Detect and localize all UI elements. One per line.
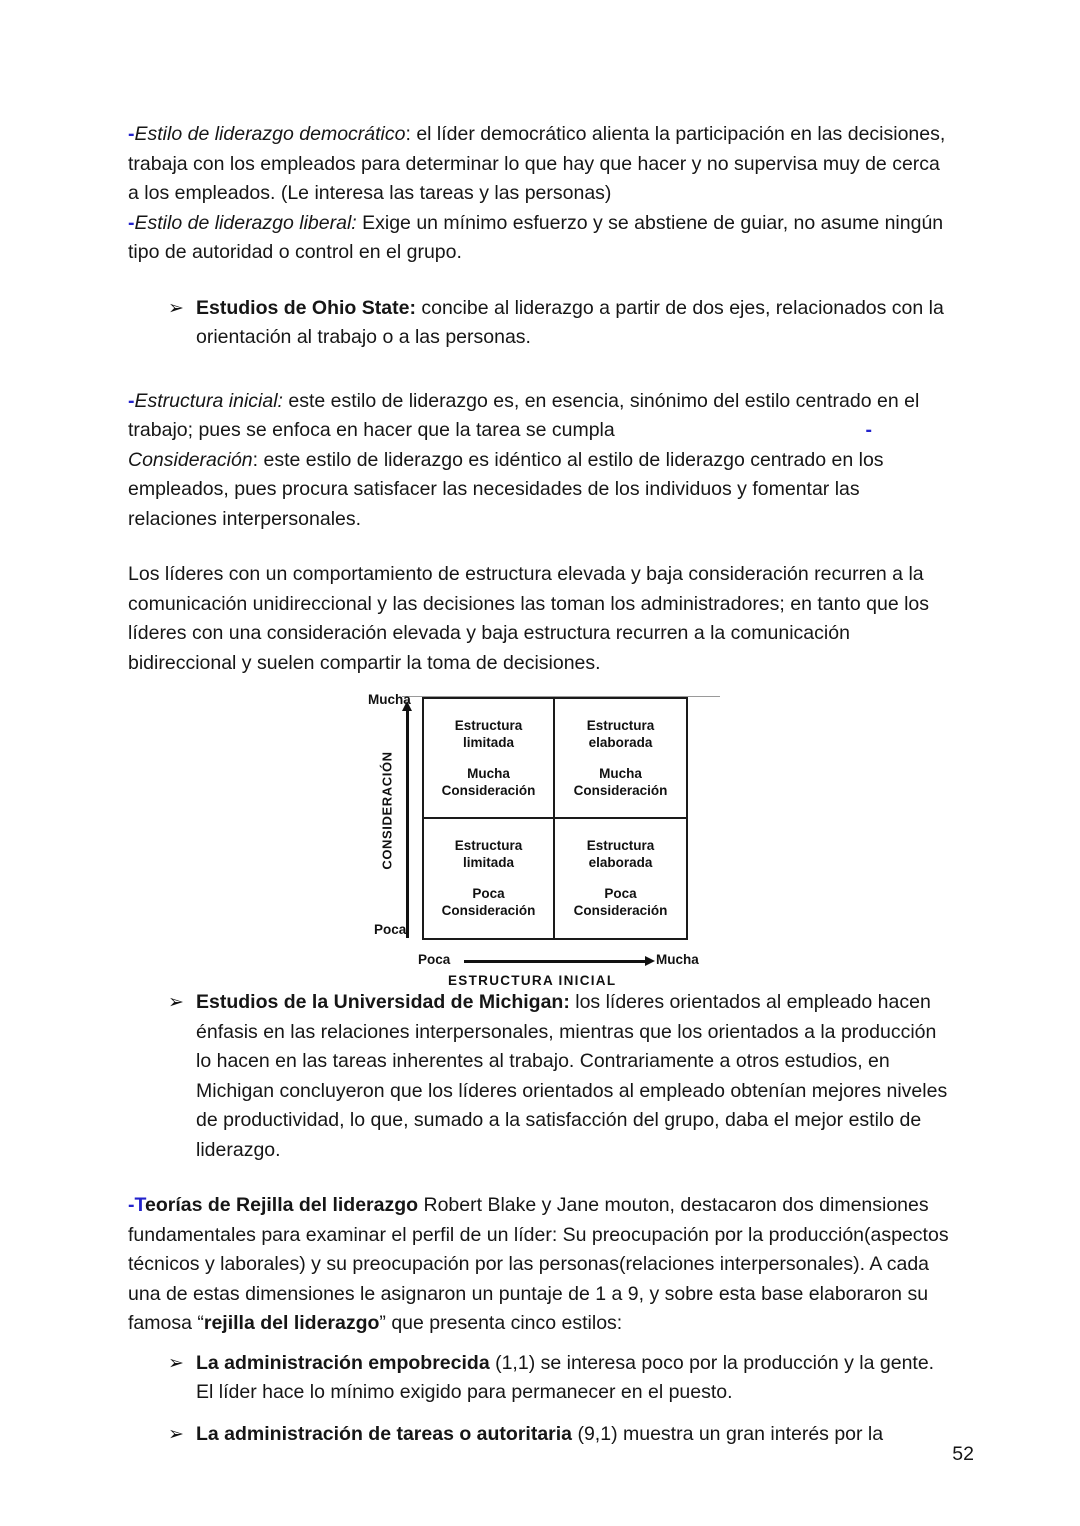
rejilla-dash-t: -T (128, 1194, 145, 1216)
quadrant-top-left (424, 699, 555, 819)
stray-dash-mark: - (865, 419, 872, 441)
paragraph-teorias-rejilla (128, 1191, 950, 1339)
matrix-diagram (360, 688, 720, 988)
estilo-democratico-italic-lead: Estilo de liderazgo democrático (134, 123, 406, 145)
quadrant-tl-line3: Mucha (467, 765, 510, 781)
ohio-state-text: concibe al liderazgo a partir de dos ejes, relacionados con la orientación al trabajo o a las personas. (196, 296, 944, 348)
quadrant-tr-line3: Mucha (599, 765, 642, 781)
y-axis-arrow-icon (406, 710, 409, 938)
quadrant-tl-line1: Estructura (454, 717, 523, 733)
paragraph-lideres-comportamiento: Los líderes con un comportamiento de estructura elevada y baja consideración recurren a la comunicación unidireccional y las decisiones las toman los administradores; en tanto que los líderes con una consideración elevada y baja estructura recurren a la comunicación bidireccional y suelen compartir la toma de decisiones. (128, 563, 930, 674)
quadrant-br-line2: elaborada (588, 855, 653, 871)
bullet-list-michigan (128, 988, 950, 1165)
rejilla-bold-lead: eorías de Rejilla del liderazgo (144, 1194, 419, 1216)
list-item-administracion-empobrecida (128, 1349, 950, 1408)
quadrant-bl-line2: limitada (462, 855, 514, 871)
quadrant-bl-line4: Consideración (441, 903, 536, 919)
quadrant-tr-line1: Estructura (586, 717, 655, 733)
quadrant-tl-line4: Consideración (441, 782, 536, 798)
paragraph-estructura-consideracion (128, 387, 950, 535)
leading-dash-estructura: - (128, 389, 135, 412)
michigan-text: los líderes orientados al empleado hacen énfasis en las relaciones interpersonales, mientras que los orientados a la producción lo hacen en las tareas inherentes al trabajo. Contrariamente a otros estudios, en Michigan concluyeron que los líderes orientados al empleado obtenían mejores niveles de productividad, lo que, sumado a la satisfacción del grupo, daba el mejor estilo de liderazgo. (196, 991, 948, 1161)
page-number: 52 (952, 1443, 974, 1465)
matrix-grid (422, 697, 688, 940)
arrow-bullet-icon: ➢ (168, 1423, 184, 1445)
quadrant-tr-line2: elaborada (588, 734, 653, 750)
arrow-bullet-icon: ➢ (168, 992, 184, 1013)
estructura-inicial-italic-lead: Estructura inicial: (134, 389, 283, 412)
quadrant-top-right (555, 699, 686, 819)
rejilla-text: Robert Blake y Jane mouton, destacaron dos dimensiones fundamentales para examinar el perfil de un líder: Su preocupación por la producción(aspectos técnicos y laborales) y su preocupación por las personas(relaciones interpersonales). A cada una de estas dimensiones le asignaron un puntaje de 1 a 9, y sobre esta base elaboraron su famosa “ (128, 1194, 949, 1334)
x-axis-low-label: Poca (418, 952, 451, 967)
leading-dash: - (128, 123, 135, 145)
rejilla-bold-quote: rejilla del liderazgo (203, 1312, 380, 1334)
bullet-list-estilos (128, 1349, 950, 1450)
arrow-bullet-icon: ➢ (168, 1352, 184, 1374)
empobrecida-bold-lead: La administración empobrecida (196, 1351, 490, 1374)
x-axis-arrow-icon (464, 960, 646, 963)
x-axis-title: ESTRUCTURA INICIAL (448, 973, 617, 988)
y-axis-title: CONSIDERACIÓN (379, 751, 395, 870)
consideracion-italic-lead: Consideración (128, 448, 253, 471)
arrow-bullet-icon: ➢ (168, 297, 184, 319)
list-item-administracion-autoritaria (128, 1420, 950, 1450)
y-axis-low-label: Poca (374, 922, 407, 937)
estilo-democratico-text: : el líder democrático alienta la participación en las decisiones, trabaja con los empleados para determinar lo que hay que hacer y no supervisa muy de cerca a los empleados. (Le interesa las tareas y las personas) (128, 123, 946, 204)
quadrant-br-line1: Estructura (586, 838, 655, 854)
rejilla-tail: ” que presenta cinco estilos: (379, 1312, 623, 1334)
autoritaria-text: (9,1) muestra un gran interés por la (572, 1422, 884, 1445)
list-item-michigan (128, 988, 950, 1165)
bullet-list-ohio (128, 294, 950, 353)
quadrant-bl-line3: Poca (472, 886, 505, 902)
ohio-state-bold-lead: Estudios de Ohio State: (196, 296, 416, 319)
figure-ohio-state-matrix (128, 688, 950, 988)
list-item-ohio-state (128, 294, 950, 353)
quadrant-br-line3: Poca (604, 886, 637, 902)
quadrant-bottom-left (424, 819, 555, 939)
autoritaria-bold-lead: La administración de tareas o autoritaria (196, 1422, 573, 1445)
estructura-inicial-text: este estilo de liderazgo es, en esencia, sinónimo del estilo centrado en el trabajo; pues se enfoca en hacer que la tarea se cumpla (128, 389, 920, 441)
paragraph-estilo-democratico (128, 120, 950, 268)
quadrant-tl-line2: limitada (462, 734, 514, 750)
quadrant-bottom-right (555, 819, 686, 939)
quadrant-tr-line4: Consideración (573, 782, 668, 798)
quadrant-br-line4: Consideración (573, 903, 668, 919)
page-content (128, 120, 950, 1449)
estilo-liberal-text: Exige un mínimo esfuerzo y se abstiene de guiar, no asume ningún tipo de autoridad o control en el grupo. (128, 211, 944, 263)
x-axis-high-label: Mucha (656, 952, 699, 967)
michigan-bold-lead: Estudios de la Universidad de Michigan: (196, 991, 570, 1013)
estilo-liberal-italic-lead: Estilo de liderazgo liberal: (134, 211, 357, 234)
consideracion-text: : este estilo de liderazgo es idéntico al estilo de liderazgo centrado en los empleados, pues procura satisfacer las necesidades de los individuos y fomentar las relaciones interpersonales. (128, 448, 884, 530)
leading-dash-liberal: - (128, 211, 135, 234)
empobrecida-text: (1,1) se interesa poco por la producción y la gente. El líder hace lo mínimo exigido para permanecer en el puesto. (196, 1351, 935, 1403)
y-axis-high-label: Mucha (368, 692, 411, 707)
quadrant-bl-line1: Estructura (454, 838, 523, 854)
